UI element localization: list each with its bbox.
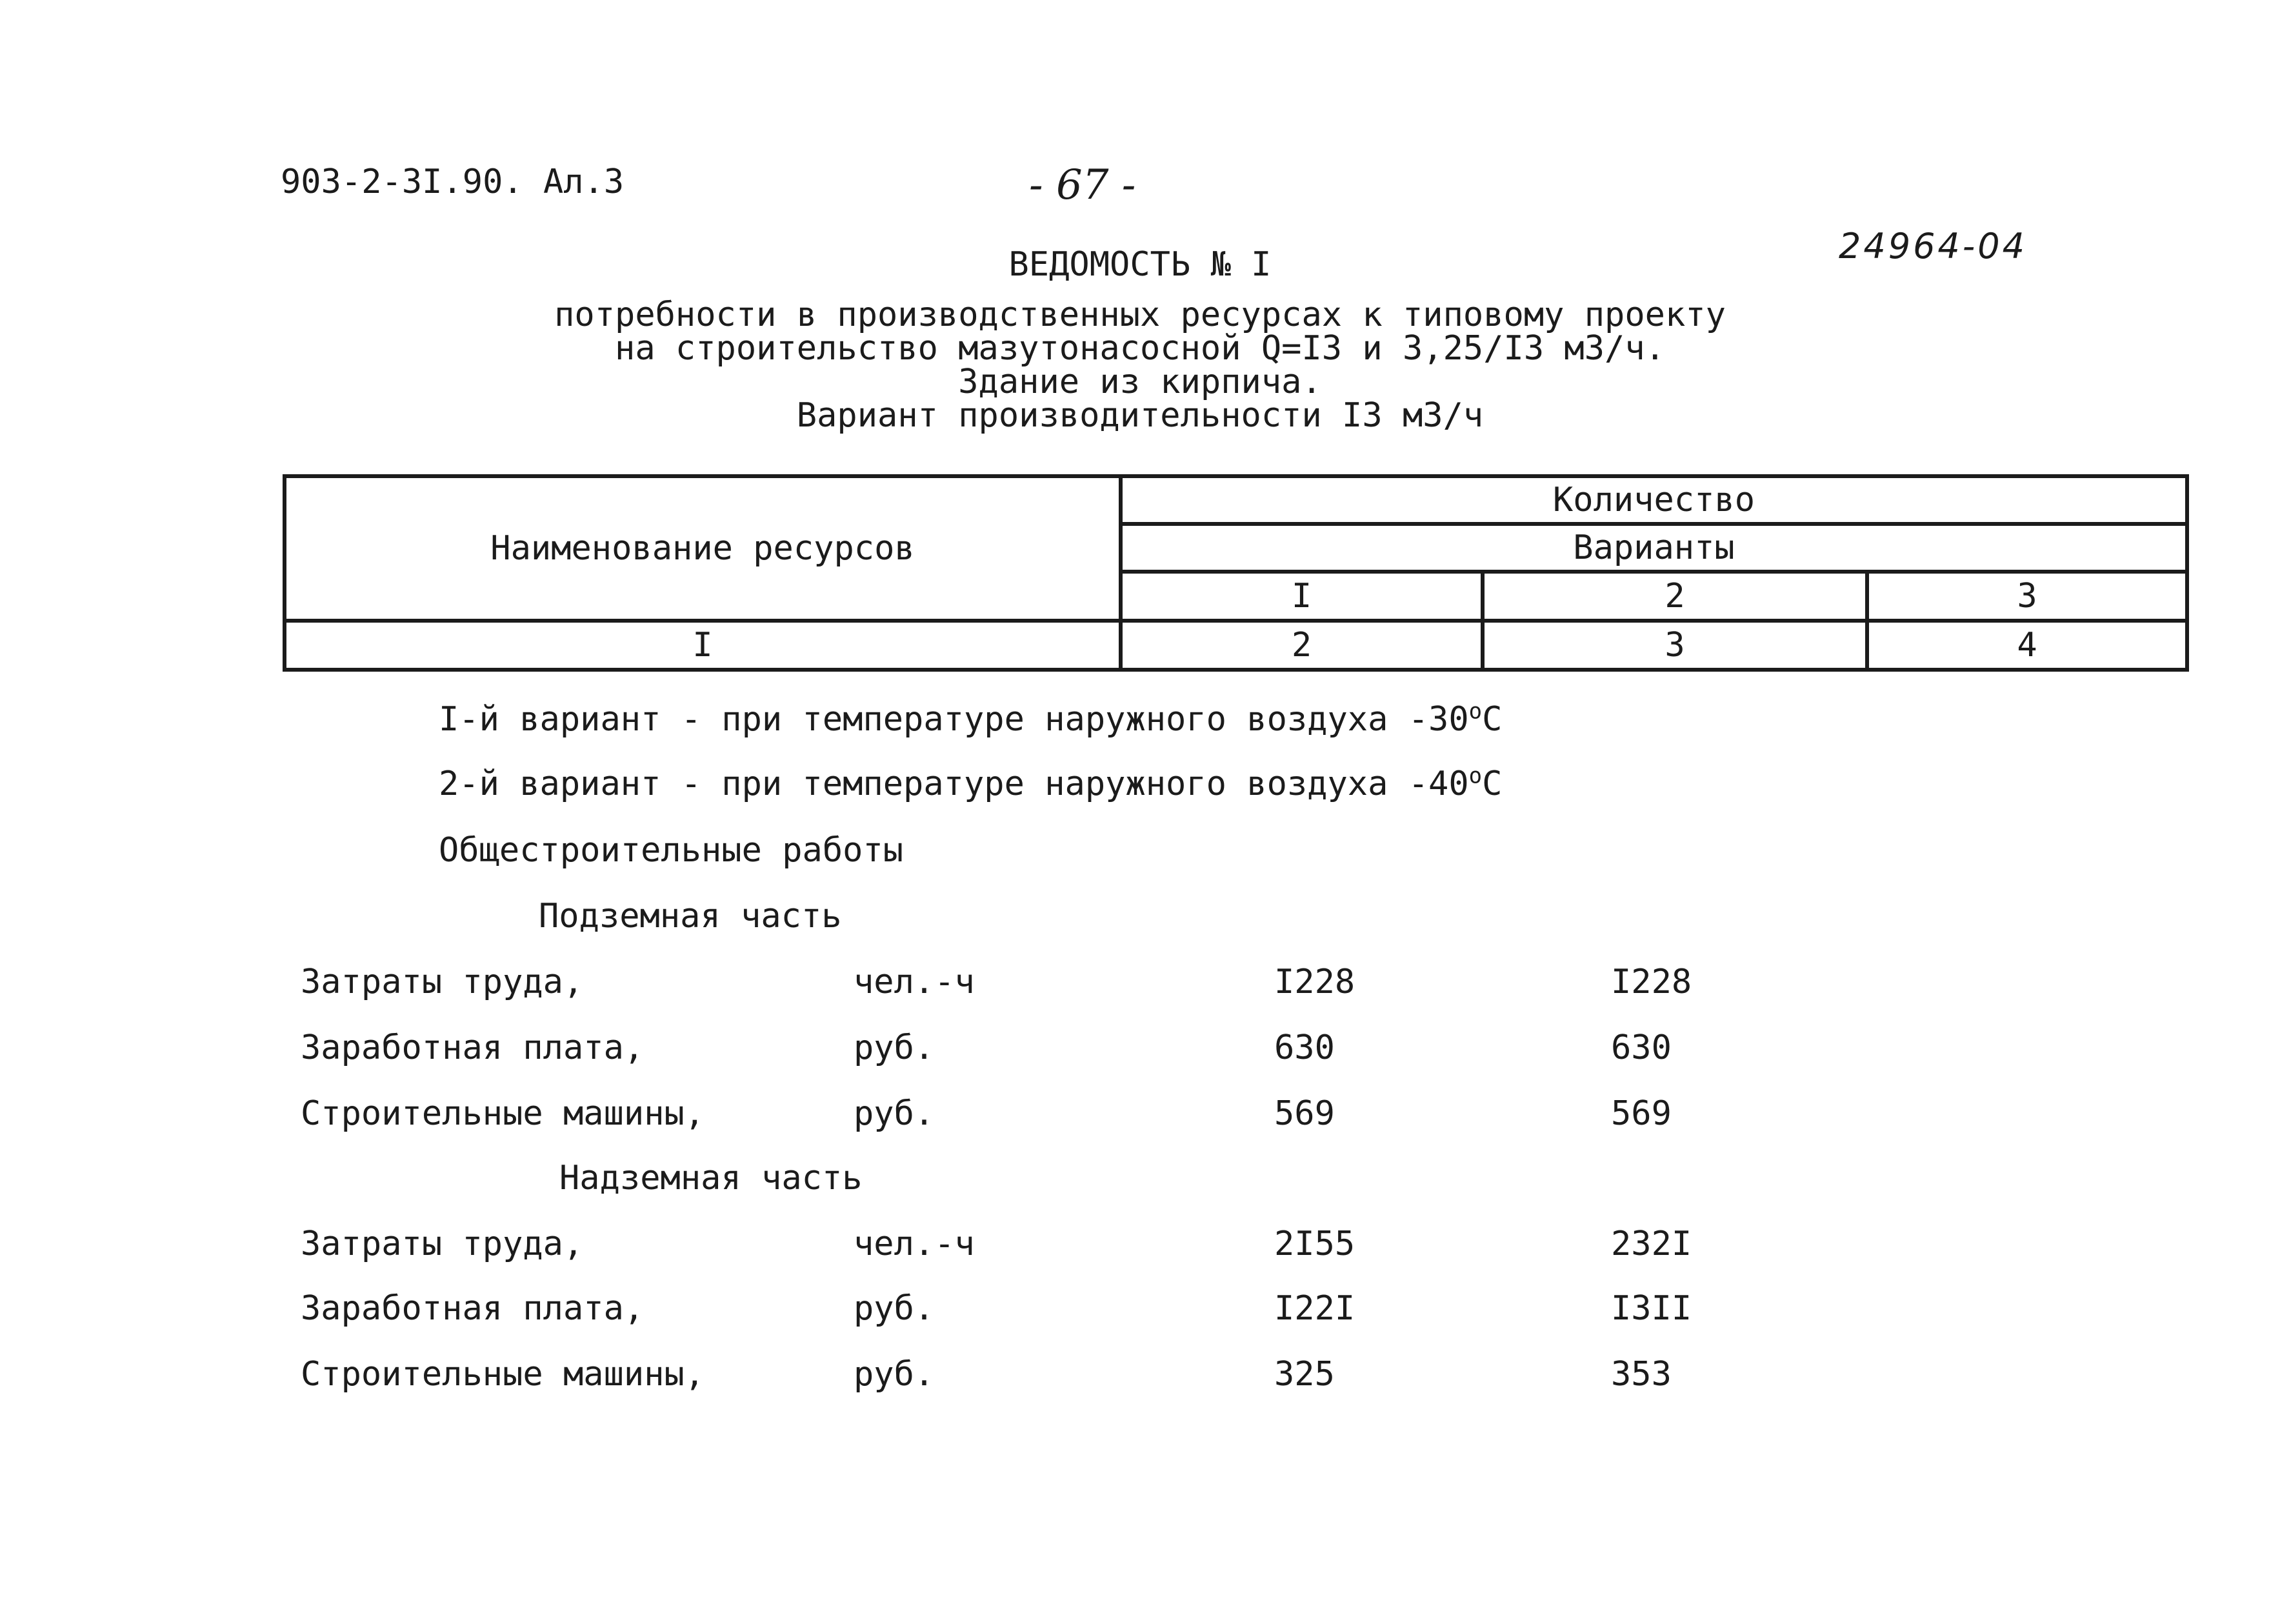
- resource-row-value-2: 630: [1611, 1028, 1672, 1067]
- resource-row-value-2: 232I: [1611, 1225, 1692, 1263]
- column-number-4: 4: [1867, 621, 2187, 670]
- resources-header-table: [283, 474, 2189, 672]
- variant-number-1: I: [1121, 572, 1483, 621]
- column-number-1: I: [285, 621, 1121, 670]
- title-line-1: потребности в производственных ресурсах к типовому проекту: [554, 296, 1726, 334]
- resource-row-name: Заработная плата,: [301, 1289, 645, 1328]
- resource-row-value-1: 569: [1274, 1094, 1335, 1133]
- resource-row-value-1: I22I: [1274, 1289, 1355, 1328]
- variant-1-text: I-й вариант - при температуре наружного воздуха -30: [439, 700, 1469, 739]
- statement-heading: ВЕДОМОСТЬ № I: [1008, 245, 1272, 284]
- variant-2-note: [439, 765, 1502, 803]
- resource-row-unit: руб.: [854, 1094, 935, 1133]
- handwritten-number: 24964-04: [1839, 226, 2027, 266]
- resource-row-unit: руб.: [854, 1289, 935, 1328]
- resource-row-unit: руб.: [854, 1355, 935, 1394]
- variants-header: Варианты: [1121, 524, 2187, 572]
- resource-row-value-2: 569: [1611, 1094, 1672, 1133]
- resource-row-name: Строительные машины,: [301, 1094, 705, 1133]
- resource-row-unit: чел.-ч: [854, 1225, 975, 1263]
- resource-name-header: Наименование ресурсов: [285, 476, 1121, 621]
- quantity-header: Количество: [1121, 476, 2187, 524]
- resource-row-value-2: 353: [1611, 1355, 1672, 1394]
- page-number: - 67 -: [1029, 161, 1136, 209]
- title-line-2: на строительство мазутонасосной Q=I3 и 3,25/I3 м3/ч.: [615, 329, 1665, 368]
- resource-row-value-1: 630: [1274, 1028, 1335, 1067]
- variant-number-2: 2: [1483, 572, 1867, 621]
- resource-row-value-1: I228: [1274, 963, 1355, 1001]
- column-number-3: 3: [1483, 621, 1867, 670]
- resource-row-name: Строительные машины,: [301, 1355, 705, 1394]
- degree-sign: о: [1468, 698, 1483, 725]
- resource-row-name: Затраты труда,: [301, 963, 584, 1001]
- celsius-unit: С: [1482, 700, 1503, 739]
- resource-row-name: Заработная плата,: [301, 1028, 645, 1067]
- celsius-unit: С: [1482, 765, 1503, 803]
- resource-row-unit: руб.: [854, 1028, 935, 1067]
- section-heading: Общестроительные работы: [439, 831, 904, 870]
- variant-number-3: 3: [1867, 572, 2187, 621]
- document-code: 903-2-3I.90. Ал.3: [281, 163, 625, 201]
- resource-row-name: Затраты труда,: [301, 1225, 584, 1263]
- variant-2-text: 2-й вариант - при температуре наружного воздуха -40: [439, 765, 1469, 803]
- subsection-title-underground: Подземная часть: [539, 897, 842, 936]
- degree-sign: о: [1468, 763, 1483, 789]
- subsection-title-aboveground: Надземная часть: [559, 1159, 863, 1198]
- column-number-2: 2: [1121, 621, 1483, 670]
- resource-row-value-2: I3II: [1611, 1289, 1692, 1328]
- resource-row-value-2: I228: [1611, 963, 1692, 1001]
- resource-row-value-1: 325: [1274, 1355, 1335, 1394]
- resource-row-value-1: 2I55: [1274, 1225, 1355, 1263]
- title-line-4: Вариант производительности I3 м3/ч: [796, 396, 1484, 435]
- variant-1-note: [439, 700, 1502, 739]
- resource-row-unit: чел.-ч: [854, 963, 975, 1001]
- title-line-3: Здание из кирпича.: [958, 363, 1322, 401]
